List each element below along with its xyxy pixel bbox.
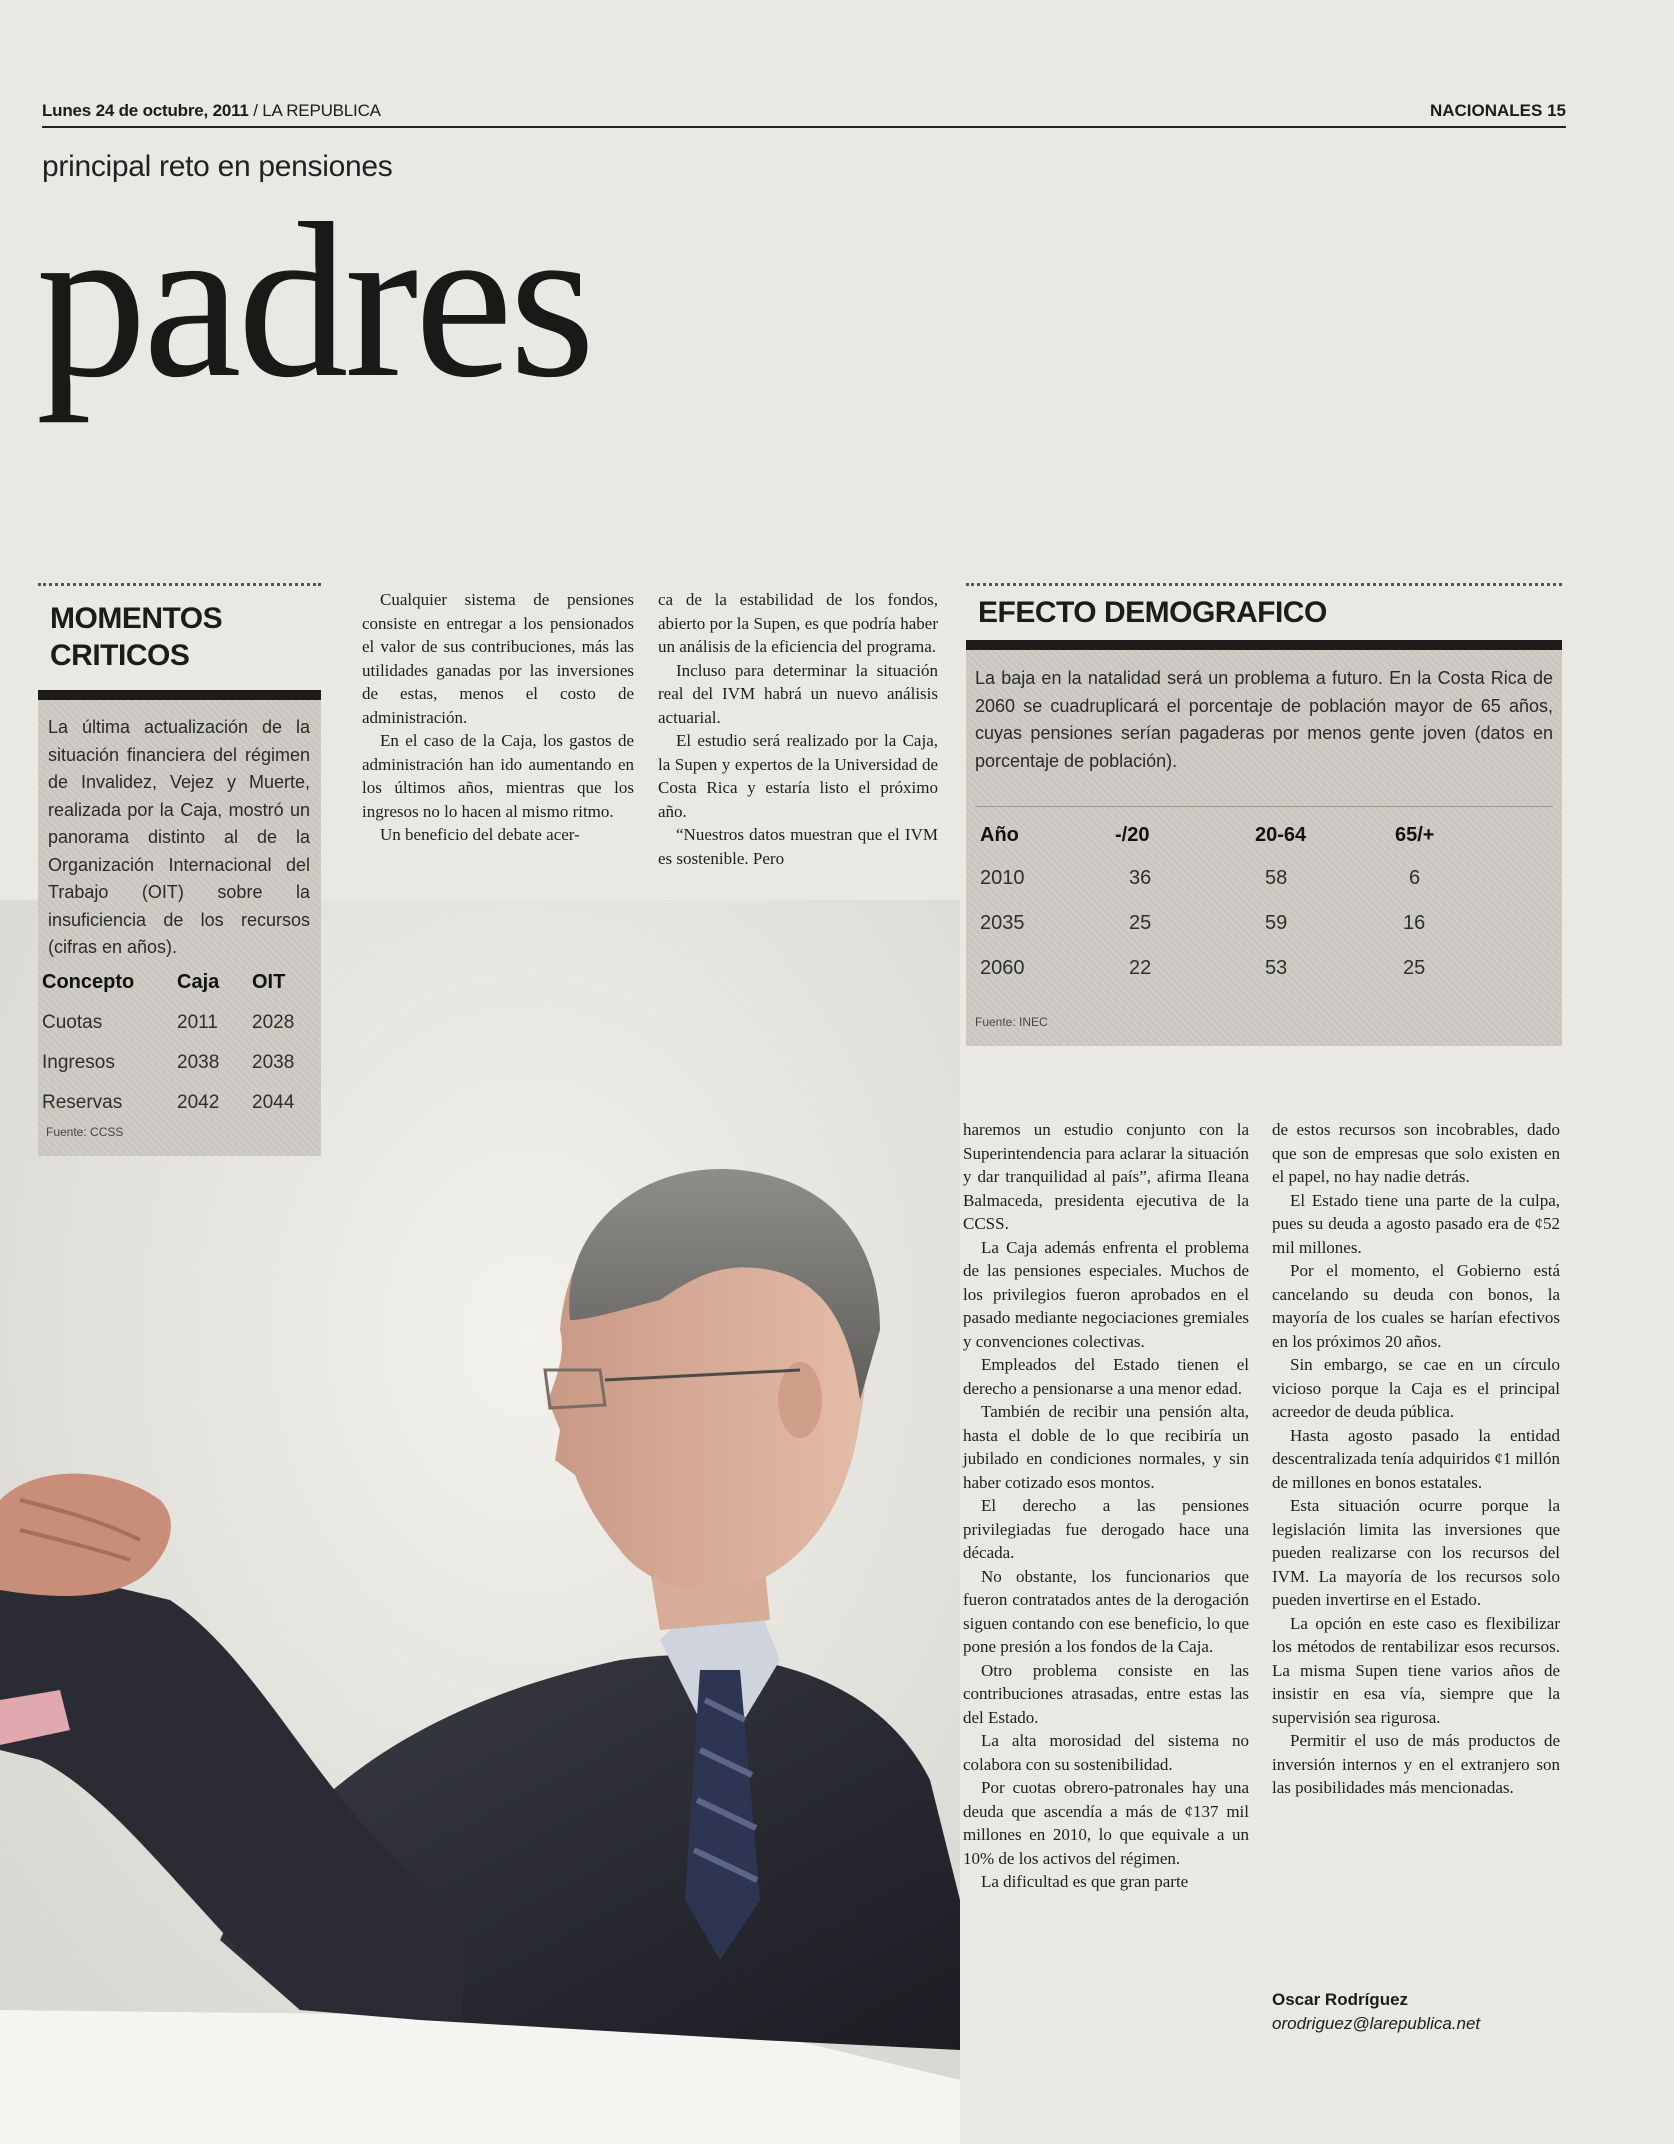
paragraph: La alta morosidad del sistema no colabora con su sostenibilidad.	[963, 1731, 1249, 1774]
header-date: Lunes 24 de octubre, 2011	[42, 101, 249, 120]
momentos-title-line2: CRITICOS	[50, 639, 190, 672]
table-row	[42, 1043, 312, 1083]
momentos-source: Fuente: CCSS	[46, 1125, 124, 1139]
article-column-4	[1272, 1118, 1560, 1800]
header-publication: LA REPUBLICA	[262, 101, 381, 120]
article-column-2	[658, 588, 938, 870]
table-cell: 2060	[980, 957, 1025, 979]
efecto-source: Fuente: INEC	[975, 1015, 1048, 1029]
table-cell: Ingresos	[42, 1052, 115, 1073]
efecto-demografico-title: EFECTO DEMOGRAFICO	[978, 596, 1327, 629]
paragraph: ca de la estabilidad de los fondos, abierto por la Supen, es que podría haber un análisis de la eficiencia del programa.	[658, 590, 938, 656]
table-cell: 16	[1403, 912, 1426, 934]
table-header: Concepto	[42, 970, 135, 993]
efecto-intro: La baja en la natalidad será un problema a futuro. En la Costa Rica de 2060 se cuadruplicará el porcentaje de población mayor de 65 años, cuyas pensiones serían pagaderas por menos gente joven (datos en porcentaje de población).	[975, 668, 1553, 771]
table-cell: 2044	[252, 1092, 295, 1113]
paragraph: Por el momento, el Gobierno está cancelando su deuda con bonos, la mayoría de los cuales se harían efectivos en los próximos 20 años.	[1272, 1261, 1560, 1351]
table-header-row	[42, 961, 312, 1003]
efecto-top-rule	[966, 583, 1562, 586]
headline-kicker: principal reto en pensiones	[42, 150, 393, 183]
table-header-row	[980, 814, 1540, 856]
table-header: Año	[980, 823, 1019, 846]
table-row	[980, 946, 1540, 991]
paragraph: El Estado tiene una parte de la culpa, pues su deuda a agosto pasado era de ¢52 mil millones.	[1272, 1190, 1560, 1257]
header-rule	[42, 126, 1566, 128]
table-cell: 58	[1265, 867, 1288, 889]
momentos-table	[42, 961, 312, 1123]
table-cell: 2028	[252, 1012, 295, 1033]
table-cell: 2011	[177, 1012, 218, 1033]
section-page-label: NACIONALES 15	[1429, 101, 1566, 120]
paragraph: Un beneficio del debate acer-	[380, 825, 580, 844]
paragraph: Esta situación ocurre porque la legislación limita las inversiones que pueden realizarse con los recursos del IVM. La mayoría de los recursos solo pueden invertirse en el Estado.	[1272, 1496, 1560, 1609]
headline: padres	[36, 178, 592, 424]
table-cell: 2038	[177, 1052, 220, 1073]
paragraph: No obstante, los funcionarios que fueron contratados antes de la derogación siguen contando con ese beneficio, lo que pone presión a los fondos de la Caja.	[963, 1566, 1249, 1656]
table-cell: 22	[1129, 957, 1152, 979]
momentos-top-rule	[38, 583, 321, 586]
header-separator: /	[253, 101, 258, 120]
table-row	[980, 856, 1540, 901]
momentos-title-bar	[38, 690, 321, 700]
table-cell: 59	[1265, 912, 1288, 934]
table-cell: 2035	[980, 912, 1025, 934]
paragraph: La opción en este caso es flexibilizar los métodos de rentabilizar esos recursos. La misma Supen tiene varios años de insistir en esa vía, siempre que la supervisión sea rigurosa.	[1272, 1613, 1560, 1727]
paragraph: Por cuotas obrero-patronales hay una deuda que ascendía a más de ¢137 mil millones en 2010, lo que equivale a un 10% de los activos del régimen.	[963, 1778, 1249, 1868]
paragraph: “Nuestros datos muestran que el IVM es sostenible. Pero	[658, 825, 938, 868]
efecto-table-rule	[975, 806, 1553, 807]
table-header: 65/+	[1395, 823, 1435, 846]
paragraph: El derecho a las pensiones privilegiadas fue derogado hace una década.	[963, 1496, 1249, 1562]
table-cell: 53	[1265, 957, 1288, 979]
efecto-title-bar	[966, 640, 1562, 650]
byline-email: orodriguez@larepublica.net	[1272, 2014, 1481, 2033]
momentos-title-line1: MOMENTOS	[50, 602, 223, 635]
table-cell: Reservas	[42, 1092, 123, 1113]
paragraph: La Caja además enfrenta el problema de las pensiones especiales. Muchos de los privilegios fueron aprobados en el pasado mediante negociaciones gremiales y convenciones colectivas.	[963, 1237, 1249, 1351]
paragraph: Hasta agosto pasado la entidad descentralizada tenía adquiridos ¢1 millón de millones en bonos estatales.	[1272, 1425, 1560, 1492]
table-row	[42, 1083, 312, 1123]
paragraph: También de recibir una pensión alta, hasta el doble de lo que recibiría un jubilado en condiciones normales, y sin haber cotizado esos montos.	[963, 1402, 1249, 1492]
paragraph: Empleados del Estado tienen el derecho a pensionarse a una menor edad.	[963, 1355, 1249, 1398]
table-cell: 2042	[177, 1092, 220, 1113]
table-cell: 25	[1129, 912, 1152, 934]
header-date-line	[42, 101, 381, 121]
article-column-3	[963, 1118, 1249, 1894]
table-cell: 2038	[252, 1052, 295, 1073]
paragraph: de estos recursos son incobrables, dado que son de empresas que solo existen en el papel, no hay nadie detrás.	[1272, 1120, 1560, 1186]
ear	[778, 1362, 822, 1438]
paragraph: Otro problema consiste en las contribuciones atrasadas, entre estas las del Estado.	[963, 1660, 1249, 1727]
table-header: Caja	[177, 970, 220, 993]
paragraph: El estudio será realizado por la Caja, la Supen y expertos de la Universidad de Costa Rica y estaría listo el próximo año.	[658, 731, 938, 821]
paragraph: Sin embargo, se cae en un círculo vicioso porque la Caja es el principal acreedor de deuda pública.	[1272, 1355, 1560, 1421]
paragraph: Permitir el uso de más productos de inversión internos y en el extranjero son las posibilidades más mencionadas.	[1272, 1731, 1560, 1797]
table-cell: Cuotas	[42, 1012, 103, 1033]
table-cell: 36	[1129, 867, 1152, 889]
paragraph: La dificultad es que gran parte	[981, 1872, 1189, 1891]
efecto-table	[980, 814, 1540, 991]
momentos-criticos-title	[50, 600, 222, 674]
table-header: OIT	[252, 970, 286, 993]
article-column-1	[362, 588, 634, 847]
table-header: 20-64	[1255, 823, 1307, 846]
paragraph: haremos un estudio conjunto con la Superintendencia para aclarar la situación y dar tranquilidad al país”, afirma Ileana Balmaceda, presidenta ejecutiva de la CCSS.	[963, 1120, 1249, 1233]
table-cell: 2010	[980, 867, 1025, 889]
table-row	[42, 1003, 312, 1043]
paragraph: En el caso de la Caja, los gastos de administración han ido aumentando en los últimos años, mientras que los ingresos no lo hacen al mismo ritmo.	[362, 731, 634, 821]
table-cell: 6	[1409, 867, 1421, 889]
table-cell: 25	[1403, 957, 1426, 979]
paragraph: Incluso para determinar la situación real del IVM habrá un nuevo análisis actuarial.	[658, 660, 938, 727]
momentos-intro: La última actualización de la situación financiera del régimen de Invalidez, Vejez y Muerte, realizada por la Caja, mostró un panorama distinto al de la Organización Internacional del Trabajo (OIT) sobre la insuficiencia de los recursos (cifras en años).	[48, 717, 310, 957]
paragraph: Cualquier sistema de pensiones consiste en entregar a los pensionados el valor de sus contribuciones, más las utilidades ganadas por las inversiones de estas, menos el costo de administración.	[362, 590, 634, 727]
table-header: -/20	[1115, 823, 1150, 846]
table-row	[980, 901, 1540, 946]
byline-author: Oscar Rodríguez	[1272, 1990, 1409, 2009]
